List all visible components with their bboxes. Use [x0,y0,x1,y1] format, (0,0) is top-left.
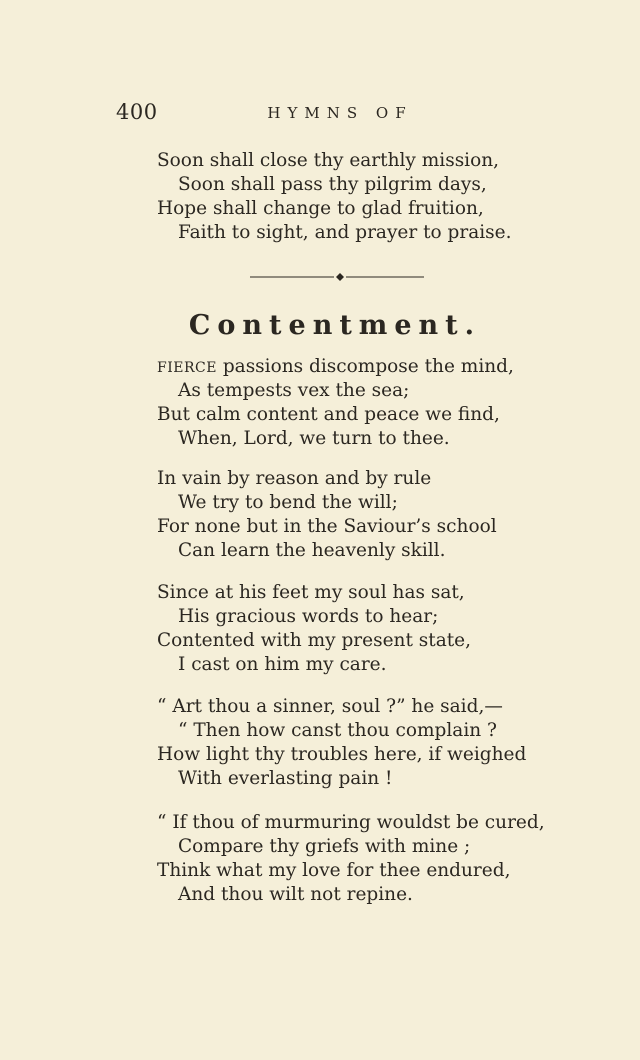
verse-line-text: passions discompose the mind, [216,356,514,377]
verse-line: Soon shall pass thy pilgrim days, [178,174,487,195]
verse-line: With everlasting pain ! [178,768,393,789]
first-word-smallcaps: FIERCE [157,360,217,376]
page-number: 400 [116,100,158,124]
verse-line [157,356,514,379]
verse-line: And thou wilt not repine. [178,884,413,905]
verse-line: Faith to sight, and prayer to praise. [178,222,512,243]
verse-line: Soon shall close thy earthly mission, [157,150,500,171]
verse-line: Hope shall change to glad fruition, [157,198,484,219]
ornamental-divider [248,270,432,284]
verse-line: “ If thou of murmuring wouldst be cured, [157,812,545,833]
verse-line: Compare thy griefs with mine ; [178,836,471,857]
verse-line: Since at his feet my soul has sat, [157,582,465,603]
verse-line: When, Lord, we turn to thee. [178,428,450,449]
verse-line: For none but in the Saviour’s school [157,516,497,537]
verse-line: “ Then how canst thou complain ? [178,720,497,741]
verse-line: Contented with my present state, [157,630,471,651]
verse-line: “ Art thou a sinner, soul ?” he said,— [157,696,503,717]
verse-line: As tempests vex the sea; [178,380,410,401]
poem-title: Contentment. [188,310,482,341]
verse-line: Can learn the heavenly skill. [178,540,446,561]
verse-line: We try to bend the will; [178,492,398,513]
verse-line: His gracious words to hear; [178,606,439,627]
verse-line: Think what my love for thee endured, [157,860,511,881]
verse-line: I cast on him my care. [178,654,387,675]
verse-line: How light thy troubles here, if weighed [157,744,527,765]
running-head: HYMNS OF [267,104,413,122]
verse-line: In vain by reason and by rule [157,468,432,489]
verse-line: But calm content and peace we find, [157,404,500,425]
